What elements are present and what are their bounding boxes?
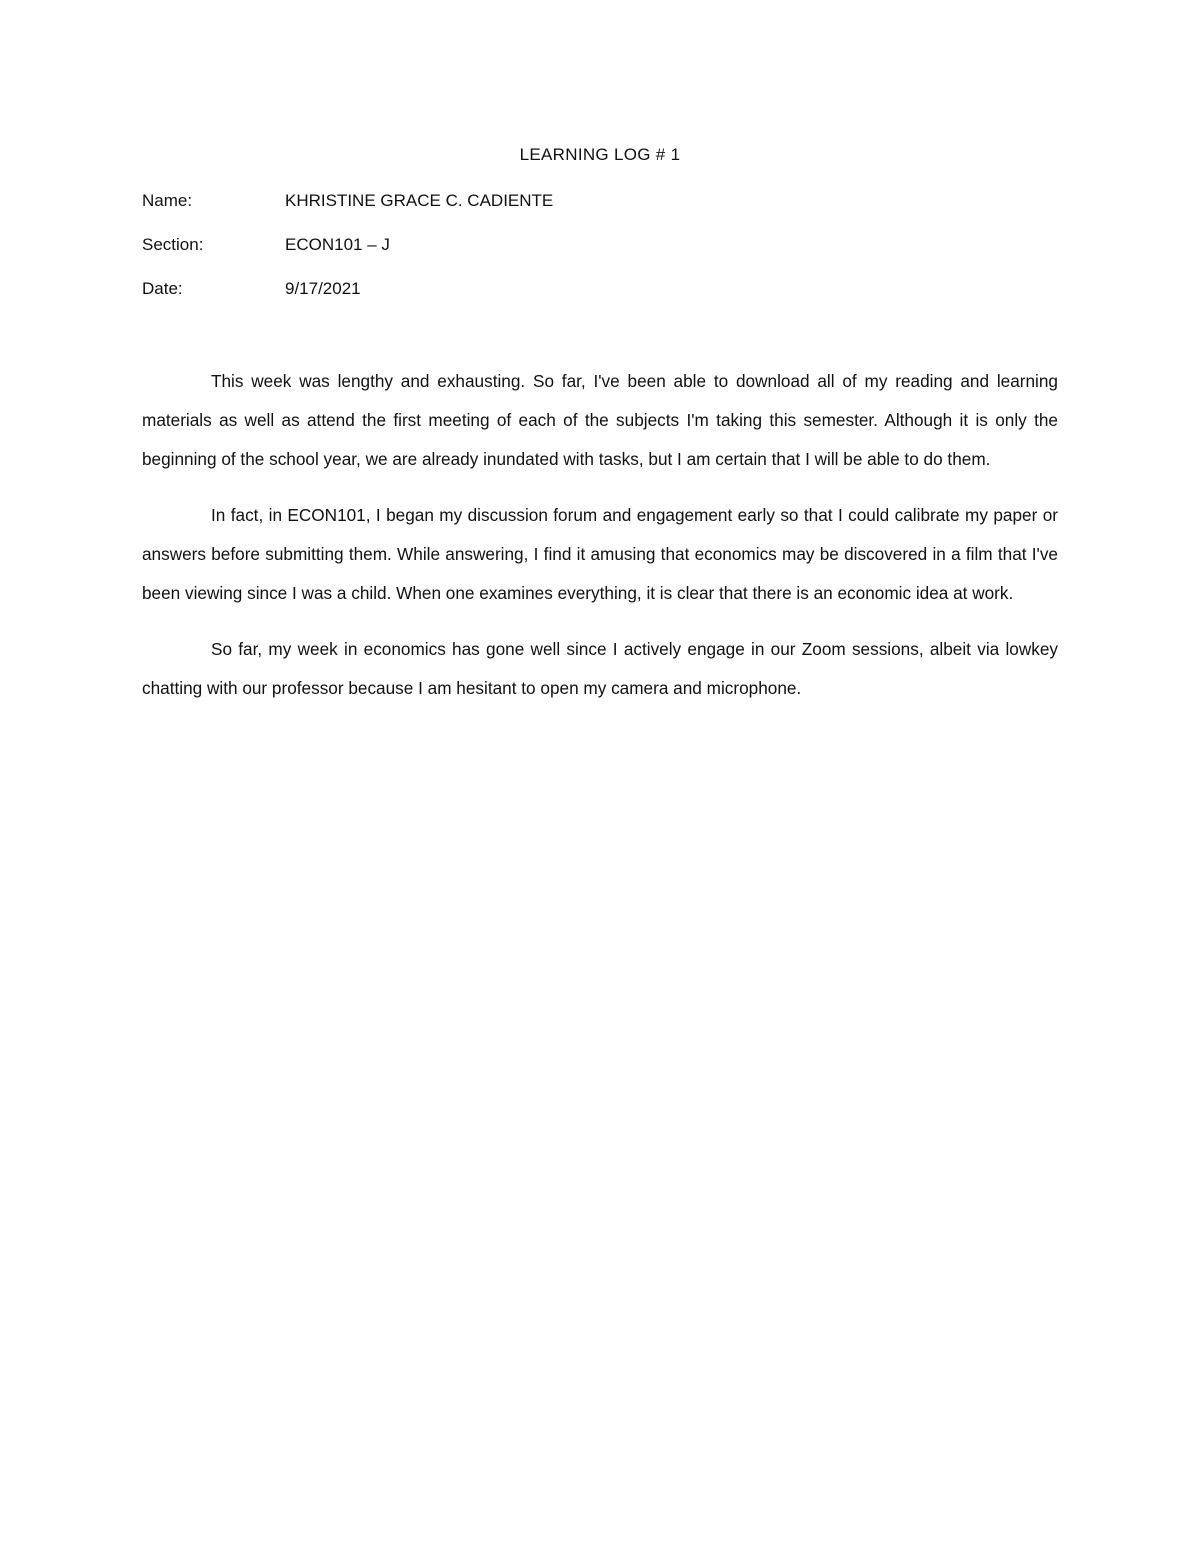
paragraph-2: In fact, in ECON101, I began my discussion forum and engagement early so that I could calibrate my paper or answers before submitting them. While answering, I find it amusing that economics may be discovered in a film that I've been viewing since I was a child. When one examines everything, it is clear that there is an economic idea at work.	[142, 505, 1058, 603]
date-label: Date:	[142, 279, 183, 298]
paragraph-3: So far, my week in economics has gone well since I actively engage in our Zoom sessions, albeit via lowkey chatting with our professor because I am hesitant to open my camera and microphone.	[142, 639, 1058, 698]
section-field-row	[142, 234, 1058, 278]
document-body	[142, 362, 1058, 725]
header-fields	[142, 190, 1058, 322]
paragraph-1: This week was lengthy and exhausting. So far, I've been able to download all of my reading and learning materials as well as attend the first meeting of each of the subjects I'm taking this semester. Although it is only the beginning of the school year, we are already inundated with tasks, but I am certain that I will be able to do them.	[142, 371, 1058, 469]
section-label: Section:	[142, 235, 204, 254]
section-value: ECON101 – J	[285, 235, 390, 254]
date-value: 9/17/2021	[285, 279, 361, 298]
name-label: Name:	[142, 191, 193, 210]
document-title: LEARNING LOG # 1	[519, 145, 681, 164]
date-field-row	[142, 278, 1058, 322]
name-field-row	[142, 190, 1058, 234]
name-value: KHRISTINE GRACE C. CADIENTE	[285, 191, 554, 210]
